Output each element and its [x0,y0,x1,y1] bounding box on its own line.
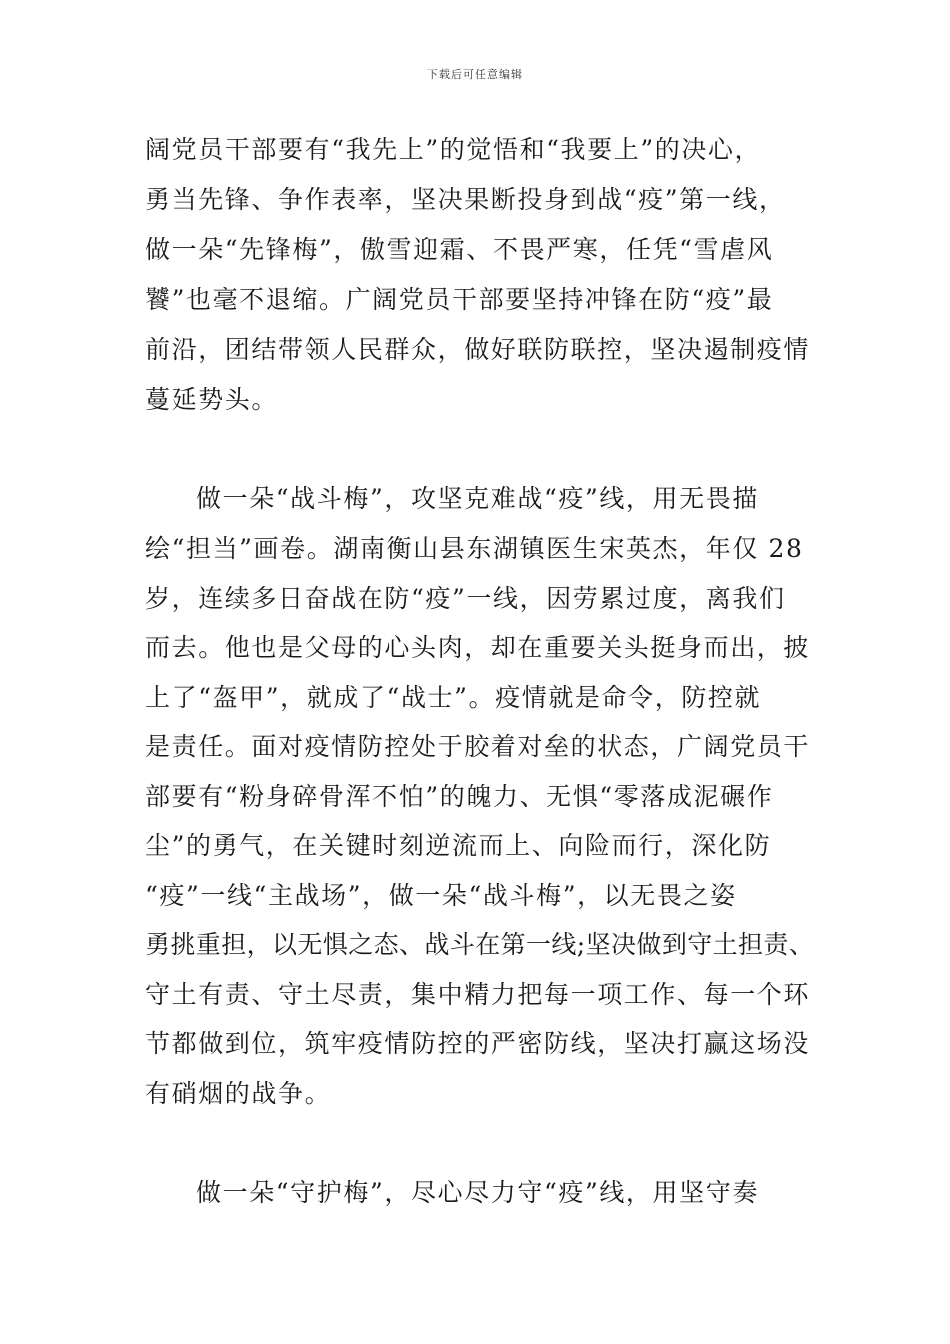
header-note: 下载后可任意编辑 [427,68,523,81]
paragraph-2-line-8: 尘”的勇气，在关键时刻逆流而上、向险而行，深化防 [145,831,772,860]
paragraph-2-line-13: 有硝烟的战争。 [145,1079,332,1108]
paragraph-2-line-10: 勇挑重担，以无惧之态、战斗在第一线;坚决做到守土担责、 [145,930,815,959]
paragraph-2-line-7: 部要有“粉身碎骨浑不怕”的魄力、无惧“零落成泥碾作 [145,782,774,811]
paragraph-2-line-12: 节都做到位，筑牢疫情防控的严密防线，坚决打赢这场没 [145,1029,811,1058]
paragraph-1-line-3: 做一朵“先锋梅”，傲雪迎霜、不畏严寒，任凭“雪虐风 [145,235,774,264]
paragraph-3-line-1: 做一朵“守护梅”，尽心尽力守“疫”线，用坚守奏 [196,1178,759,1207]
paragraph-2-line-11: 守土有责、守土尽责，集中精力把每一项工作、每一个环 [145,980,811,1009]
paragraph-1-line-4: 饕”也毫不退缩。广阔党员干部要坚持冲锋在防“疫”最 [145,285,774,314]
paragraph-2-line-9: “疫”一线“主战场”，做一朵“战斗梅”，以无畏之姿 [145,881,737,910]
paragraph-2-line-2: 绘“担当”画卷。湖南衡山县东湖镇医生宋英杰，年仅 28 [145,534,804,563]
paragraph-2-line-5: 上了“盔甲”，就成了“战士”。疫情就是命令，防控就 [145,683,762,712]
paragraph-1-line-6: 蔓延势头。 [145,385,279,414]
paragraph-1-line-5: 前沿，团结带领人民群众，做好联防联控，坚决遏制疫情 [145,335,811,364]
paragraph-1-line-2: 勇当先锋、争作表率，坚决果断投身到战“疫”第一线， [145,185,786,214]
paragraph-2-line-1: 做一朵“战斗梅”，攻坚克难战“疫”线，用无畏描 [196,484,759,513]
paragraph-2-line-4: 而去。他也是父母的心头肉，却在重要关头挺身而出，披 [145,633,811,662]
paragraph-2-line-3: 岁，连续多日奋战在防“疫”一线，因劳累过度，离我们 [145,584,786,613]
paragraph-1-line-1: 阔党员干部要有“我先上”的觉悟和“我要上”的决心， [145,135,762,164]
paragraph-2-line-6: 是责任。面对疫情防控处于胶着对垒的状态，广阔党员干 [145,732,811,761]
